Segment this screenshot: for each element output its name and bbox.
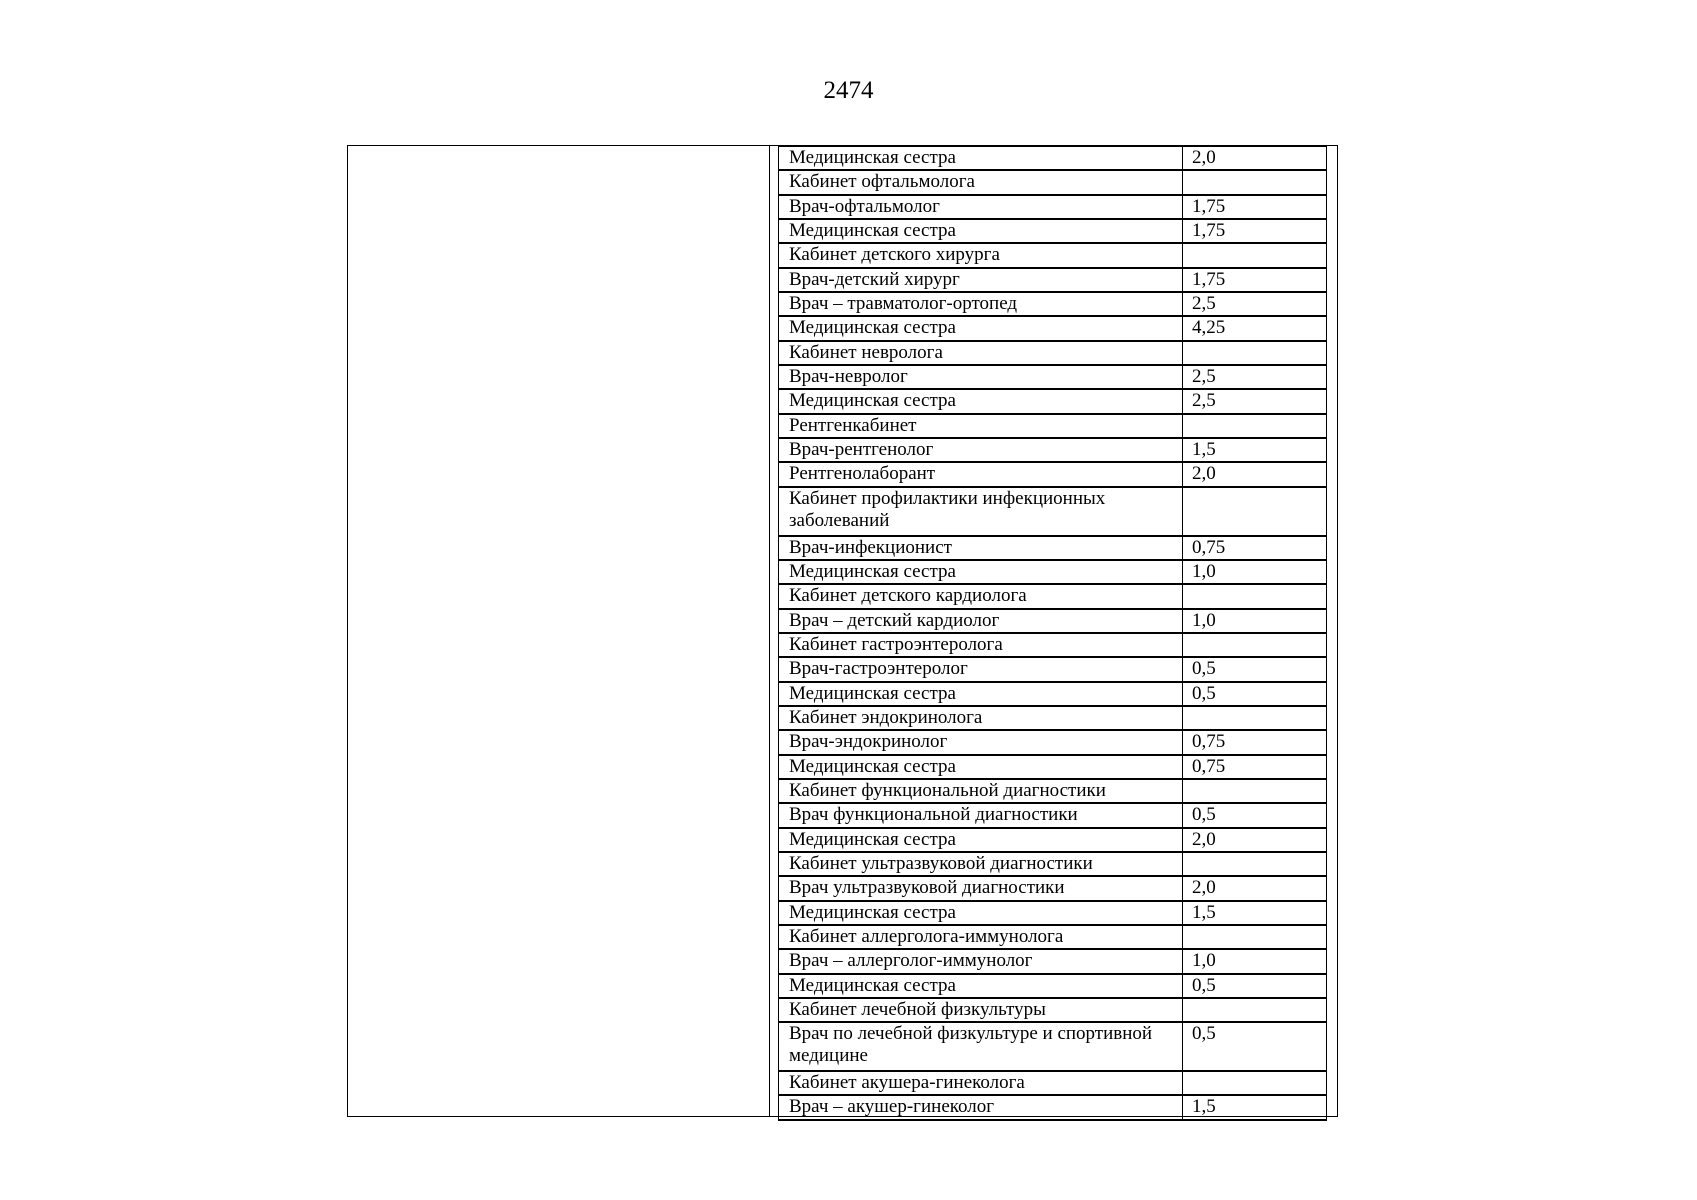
table-row	[779, 438, 1327, 462]
table-row	[779, 901, 1327, 925]
staff-units-cell: 0,5	[1183, 682, 1327, 706]
table-row	[779, 779, 1327, 803]
position-name-cell: Рентгенолаборант	[779, 462, 1183, 486]
position-name-cell: Врач ультразвуковой диагностики	[779, 876, 1183, 900]
position-name-cell: Медицинская сестра	[779, 560, 1183, 584]
staff-units-cell: 2,5	[1183, 292, 1327, 316]
table-row	[779, 949, 1327, 973]
staff-units-cell: 0,5	[1183, 1022, 1327, 1071]
position-name-cell: Медицинская сестра	[779, 755, 1183, 779]
position-name-cell: Кабинет детского кардиолога	[779, 584, 1183, 608]
position-name-cell: Врач-офтальмолог	[779, 195, 1183, 219]
staff-units-cell	[1183, 414, 1327, 438]
position-name-cell: Врач – акушер-гинеколог	[779, 1095, 1183, 1119]
position-name-cell: Кабинет профилактики инфекционных заболеваний	[779, 487, 1183, 536]
staff-units-cell: 0,75	[1183, 730, 1327, 754]
position-name-cell: Медицинская сестра	[779, 682, 1183, 706]
table-row	[779, 389, 1327, 413]
table-row	[779, 341, 1327, 365]
staff-units-cell	[1183, 852, 1327, 876]
staff-units-cell: 2,5	[1183, 389, 1327, 413]
table-row	[779, 803, 1327, 827]
position-name-cell: Рентгенкабинет	[779, 414, 1183, 438]
position-name-cell: Врач – травматолог-ортопед	[779, 292, 1183, 316]
position-name-cell: Кабинет невролога	[779, 341, 1183, 365]
table-row	[779, 584, 1327, 608]
staff-units-cell: 1,0	[1183, 609, 1327, 633]
position-name-cell: Врач-гастроэнтеролог	[779, 657, 1183, 681]
position-name-cell: Врач по лечебной физкультуре и спортивной медицине	[779, 1022, 1183, 1071]
staff-units-cell: 1,0	[1183, 560, 1327, 584]
position-name-cell: Кабинет гастроэнтеролога	[779, 633, 1183, 657]
position-name-cell: Кабинет детского хирурга	[779, 243, 1183, 267]
staff-units-cell	[1183, 341, 1327, 365]
table-row	[779, 852, 1327, 876]
position-name-cell: Врач-невролог	[779, 365, 1183, 389]
staff-table	[778, 145, 1327, 1121]
table-row	[779, 170, 1327, 194]
table-row	[779, 609, 1327, 633]
table-row	[779, 1022, 1327, 1071]
staff-table-body	[779, 146, 1327, 1120]
position-name-cell: Медицинская сестра	[779, 146, 1183, 170]
staff-units-cell	[1183, 779, 1327, 803]
position-name-cell: Врач функциональной диагностики	[779, 803, 1183, 827]
position-name-cell: Врач – аллерголог-иммунолог	[779, 949, 1183, 973]
staff-units-cell: 1,75	[1183, 219, 1327, 243]
position-name-cell: Медицинская сестра	[779, 389, 1183, 413]
staff-units-cell	[1183, 998, 1327, 1022]
staff-units-cell	[1183, 487, 1327, 536]
table-row	[779, 195, 1327, 219]
position-name-cell: Кабинет эндокринолога	[779, 706, 1183, 730]
table-row	[779, 365, 1327, 389]
staff-units-cell: 0,75	[1183, 536, 1327, 560]
staff-units-cell: 2,0	[1183, 146, 1327, 170]
table-row	[779, 1071, 1327, 1095]
position-name-cell: Кабинет лечебной физкультуры	[779, 998, 1183, 1022]
position-name-cell: Медицинская сестра	[779, 974, 1183, 998]
staff-units-cell	[1183, 170, 1327, 194]
staff-units-cell	[1183, 584, 1327, 608]
table-row	[779, 706, 1327, 730]
staff-units-cell: 0,75	[1183, 755, 1327, 779]
staff-units-cell: 1,75	[1183, 195, 1327, 219]
staff-units-cell	[1183, 925, 1327, 949]
table-row	[779, 1095, 1327, 1119]
position-name-cell: Медицинская сестра	[779, 316, 1183, 340]
table-row	[779, 243, 1327, 267]
table-row	[779, 462, 1327, 486]
table-row	[779, 414, 1327, 438]
table-row	[779, 316, 1327, 340]
staff-units-cell: 4,25	[1183, 316, 1327, 340]
table-row	[779, 633, 1327, 657]
staff-units-cell	[1183, 706, 1327, 730]
left-column-divider	[769, 145, 770, 1117]
table-row	[779, 536, 1327, 560]
staff-units-cell: 2,0	[1183, 828, 1327, 852]
position-name-cell: Врач-рентгенолог	[779, 438, 1183, 462]
table-row	[779, 219, 1327, 243]
staff-units-cell: 2,0	[1183, 462, 1327, 486]
position-name-cell: Медицинская сестра	[779, 219, 1183, 243]
position-name-cell: Врач-эндокринолог	[779, 730, 1183, 754]
position-name-cell: Кабинет функциональной диагностики	[779, 779, 1183, 803]
table-row	[779, 682, 1327, 706]
staff-units-cell: 1,0	[1183, 949, 1327, 973]
table-row	[779, 876, 1327, 900]
staff-units-cell: 1,75	[1183, 268, 1327, 292]
position-name-cell: Медицинская сестра	[779, 828, 1183, 852]
staff-units-cell	[1183, 633, 1327, 657]
staff-units-cell: 0,5	[1183, 974, 1327, 998]
table-row	[779, 268, 1327, 292]
page-number: 2474	[823, 77, 874, 104]
staff-units-cell: 2,0	[1183, 876, 1327, 900]
table-row	[779, 828, 1327, 852]
position-name-cell: Врач-инфекционист	[779, 536, 1183, 560]
staff-units-cell: 0,5	[1183, 803, 1327, 827]
position-name-cell: Врач – детский кардиолог	[779, 609, 1183, 633]
position-name-cell: Кабинет аллерголога-иммунолога	[779, 925, 1183, 949]
position-name-cell: Кабинет офтальмолога	[779, 170, 1183, 194]
position-name-cell: Кабинет ультразвуковой диагностики	[779, 852, 1183, 876]
table-row	[779, 560, 1327, 584]
staff-units-cell	[1183, 1071, 1327, 1095]
table-row	[779, 925, 1327, 949]
table-row	[779, 657, 1327, 681]
position-name-cell: Врач-детский хирург	[779, 268, 1183, 292]
staff-units-cell: 1,5	[1183, 1095, 1327, 1119]
table-row	[779, 755, 1327, 779]
position-name-cell: Медицинская сестра	[779, 901, 1183, 925]
table-row	[779, 487, 1327, 536]
table-row	[779, 974, 1327, 998]
staff-units-cell: 1,5	[1183, 901, 1327, 925]
staff-units-cell	[1183, 243, 1327, 267]
staff-units-cell: 1,5	[1183, 438, 1327, 462]
table-row	[779, 292, 1327, 316]
table-row	[779, 730, 1327, 754]
staff-units-cell: 2,5	[1183, 365, 1327, 389]
position-name-cell: Кабинет акушера-гинеколога	[779, 1071, 1183, 1095]
table-row	[779, 998, 1327, 1022]
staff-units-cell: 0,5	[1183, 657, 1327, 681]
table-row	[779, 146, 1327, 170]
